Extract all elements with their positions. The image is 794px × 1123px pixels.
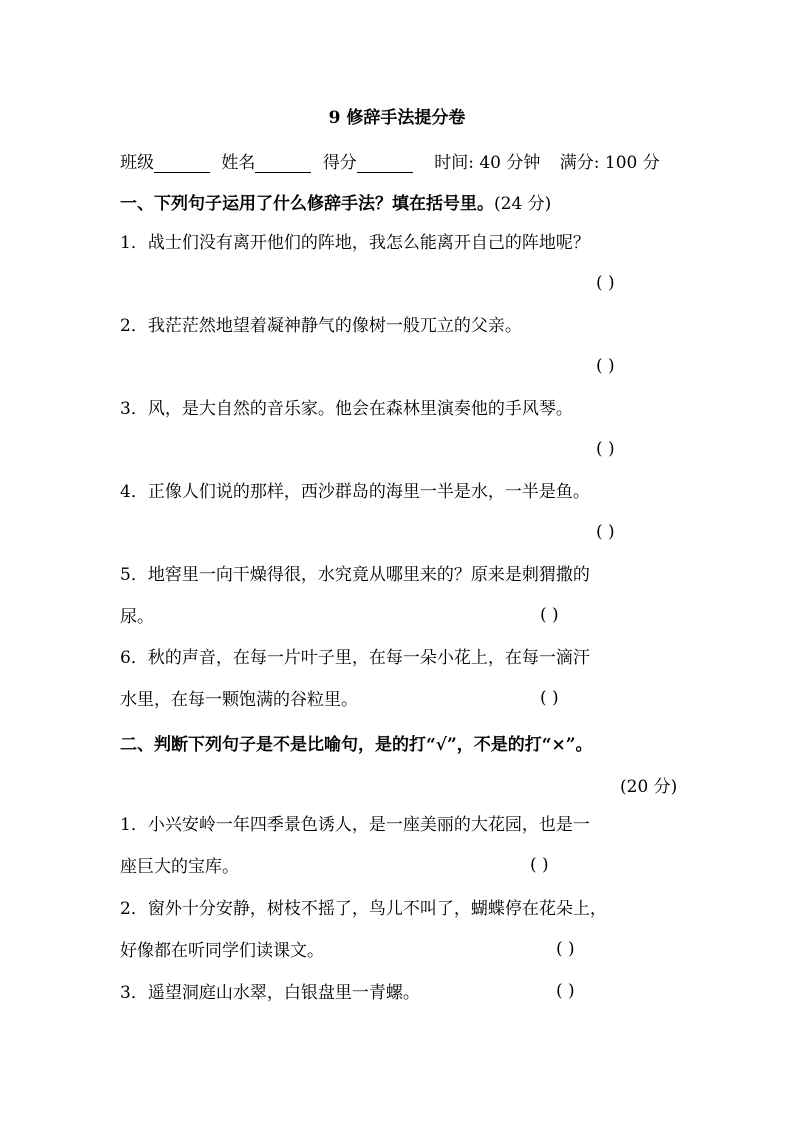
s1-answer-4[interactable]: ( ): [596, 522, 615, 542]
s1-answer-2[interactable]: ( ): [596, 356, 615, 376]
s2-question-2-line2: 好像都在听同学们读课文。: [120, 941, 324, 961]
s1-answer-1[interactable]: ( ): [596, 273, 615, 293]
class-blank[interactable]: [154, 154, 210, 173]
section1-points: (24 分): [494, 194, 552, 214]
s2-question-3: 3．遥望洞庭山水翠，白银盘里一青螺。: [120, 983, 420, 1003]
s1-answer-5[interactable]: ( ): [540, 605, 559, 625]
full-score-info: 满分: 100 分: [559, 153, 660, 173]
s1-question-5-line2: 尿。: [120, 607, 154, 627]
time-info: 时间: 40 分钟: [434, 153, 541, 173]
header-info: [120, 148, 660, 173]
section2-points: (20 分): [620, 777, 678, 797]
s2-question-1-line2: 座巨大的宝库。: [120, 857, 239, 877]
s1-question-5-line1: 5．地窖里一向干燥得很，水究竟从哪里来的？原来是刺猬撒的: [120, 565, 590, 585]
s1-question-6-line1: 6．秋的声音，在每一片叶子里，在每一朵小花上，在每一滴汗: [120, 648, 590, 668]
s1-answer-6[interactable]: ( ): [540, 688, 559, 708]
s1-answer-3[interactable]: ( ): [596, 439, 615, 459]
s2-answer-1[interactable]: ( ): [530, 855, 549, 875]
section1-heading: [120, 189, 551, 214]
s2-question-1-line1: 1．小兴安岭一年四季景色诱人，是一座美丽的大花园，也是一: [120, 815, 590, 835]
class-label: 班级: [120, 153, 154, 173]
s1-question-2: 2．我茫茫然地望着凝神静气的像树一般兀立的父亲。: [120, 316, 522, 336]
name-blank[interactable]: [255, 154, 311, 173]
score-label: 得分: [322, 153, 357, 173]
s1-question-1: 1．战士们没有离开他们的阵地，我怎么能离开自己的阵地呢？: [120, 233, 590, 253]
section1-heading-text: 一、下列句子运用了什么修辞手法？填在括号里。: [120, 194, 494, 214]
s2-answer-2[interactable]: ( ): [556, 939, 575, 959]
page-title: 9 修辞手法提分卷: [328, 108, 466, 128]
s1-question-4: 4．正像人们说的那样，西沙群岛的海里一半是水，一半是鱼。: [120, 482, 590, 502]
s1-question-6-line2: 水里，在每一颗饱满的谷粒里。: [120, 690, 358, 710]
s2-question-2-line1: 2．窗外十分安静，树枝不摇了，鸟儿不叫了，蝴蝶停在花朵上，: [120, 899, 607, 919]
section2-heading: 二、判断下列句子是不是比喻句，是的打“√”，不是的打“×”。: [120, 735, 593, 755]
s2-answer-3[interactable]: ( ): [556, 981, 575, 1001]
score-blank[interactable]: [357, 154, 413, 173]
name-label: 姓名: [221, 153, 256, 173]
s1-question-3: 3．风，是大自然的音乐家。他会在森林里演奏他的手风琴。: [120, 399, 573, 419]
